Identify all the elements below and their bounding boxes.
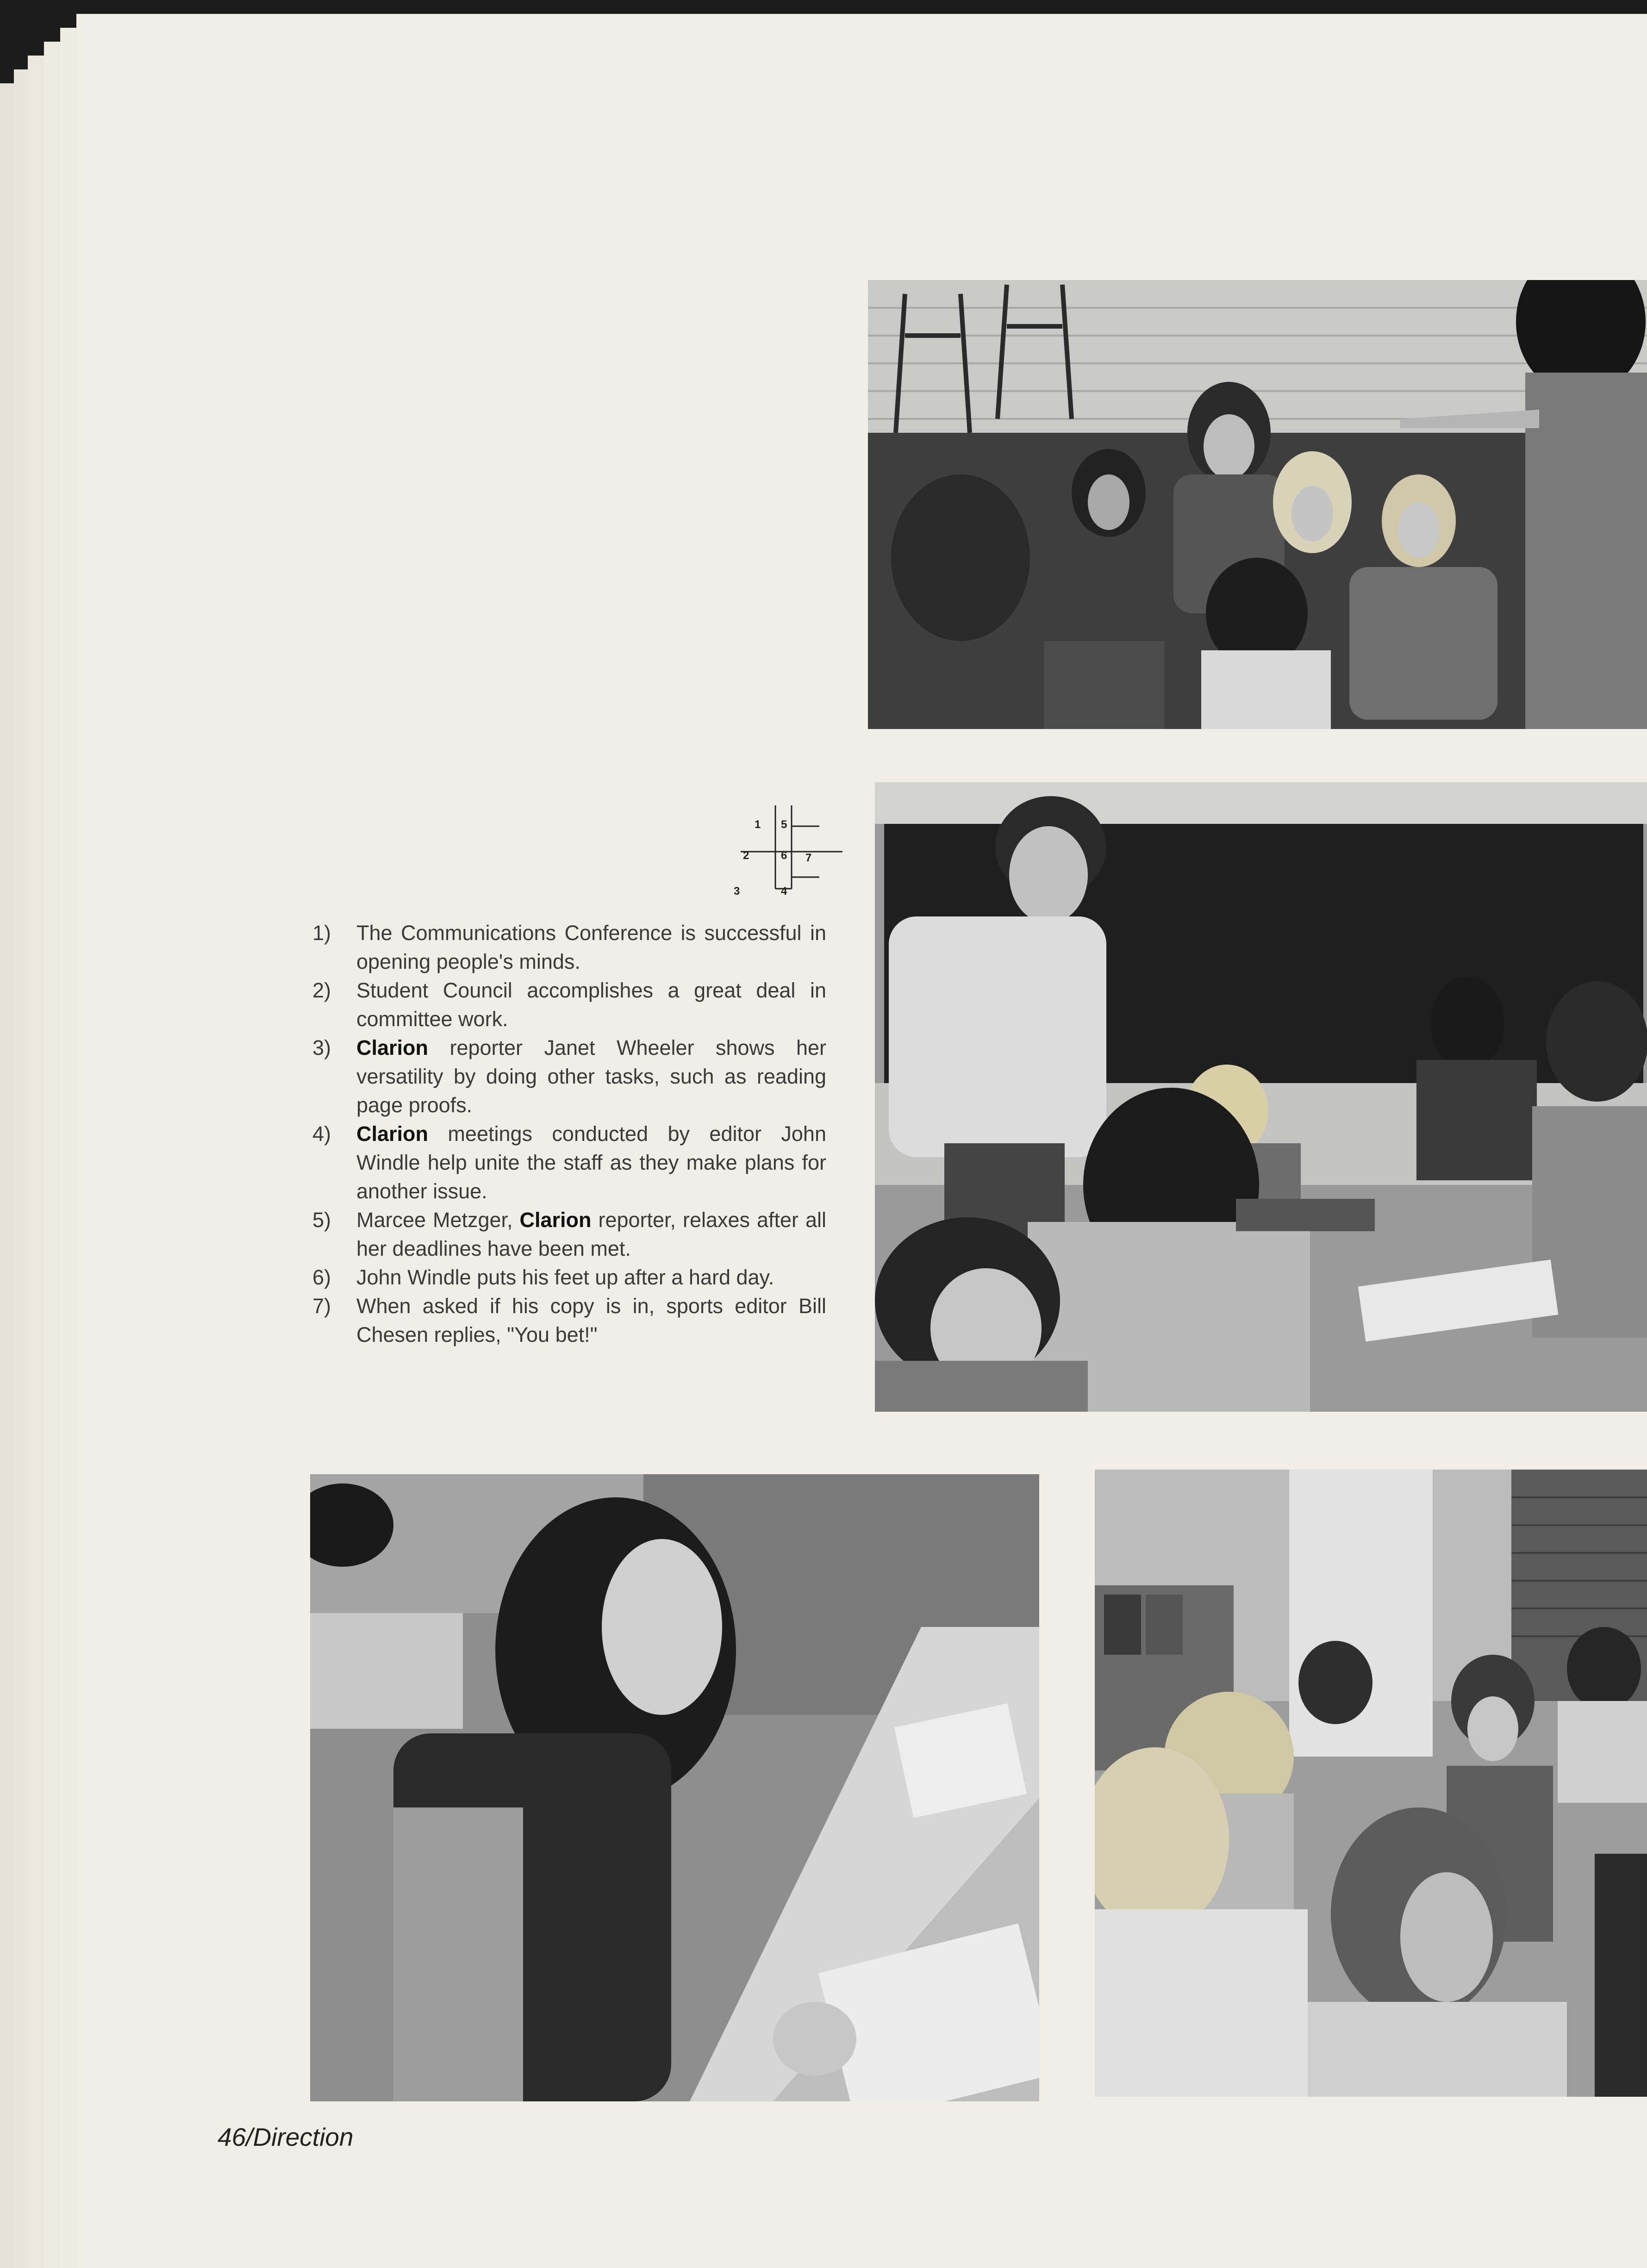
caption-item	[312, 1034, 826, 1120]
caption-item	[312, 919, 826, 976]
key-number: 7	[805, 852, 812, 864]
publication-name: Clarion	[356, 1036, 429, 1059]
caption-text: meetings conducted by editor John Windle help unite the staff as they make plans for another issue.	[356, 1122, 826, 1203]
key-number: 1	[755, 818, 761, 831]
caption-item	[312, 976, 826, 1034]
caption-number: 6)	[312, 1265, 331, 1289]
photo-clarion-staff-meeting	[1095, 1470, 1647, 2097]
caption-item	[312, 1120, 826, 1206]
page-folio: 46/Direction	[218, 2123, 354, 2151]
publication-name: Clarion	[519, 1208, 592, 1232]
key-number: 5	[781, 818, 787, 831]
key-number: 6	[781, 849, 787, 862]
caption-number: 4)	[312, 1122, 331, 1146]
caption-list	[312, 919, 826, 1349]
caption-item	[312, 1206, 826, 1263]
caption-text: Student Council accomplishes a great deal in committee work.	[356, 978, 826, 1031]
caption-text: When asked if his copy is in, sports editor Bill Chesen replies, "You bet!"	[356, 1294, 826, 1346]
photo-reporter-page-proofs	[310, 1474, 1039, 2101]
caption-text: reporter Janet Wheeler shows her versatility by doing other tasks, such as reading page proofs.	[356, 1036, 826, 1117]
key-number: 3	[734, 885, 740, 897]
publication-name: Clarion	[356, 1122, 429, 1146]
key-number: 2	[743, 849, 749, 862]
caption-text: The Communications Conference is successful in opening people's minds.	[356, 921, 826, 973]
photo-layout-key	[722, 805, 842, 916]
caption-number: 1)	[312, 921, 331, 945]
caption-number: 2)	[312, 978, 331, 1002]
caption-text: Marcee Metzger,	[356, 1208, 520, 1232]
caption-number: 5)	[312, 1208, 331, 1232]
key-number: 4	[781, 885, 787, 897]
caption-text: John Windle puts his feet up after a hard day.	[356, 1265, 774, 1289]
photo-communications-conference	[868, 280, 1647, 729]
caption-number: 7)	[312, 1294, 331, 1318]
photo-student-council	[875, 782, 1647, 1412]
caption-item	[312, 1292, 826, 1349]
caption-number: 3)	[312, 1036, 331, 1059]
caption-item	[312, 1263, 826, 1292]
caption-text: reporter, relaxes after all her deadlines have been met.	[356, 1208, 826, 1260]
